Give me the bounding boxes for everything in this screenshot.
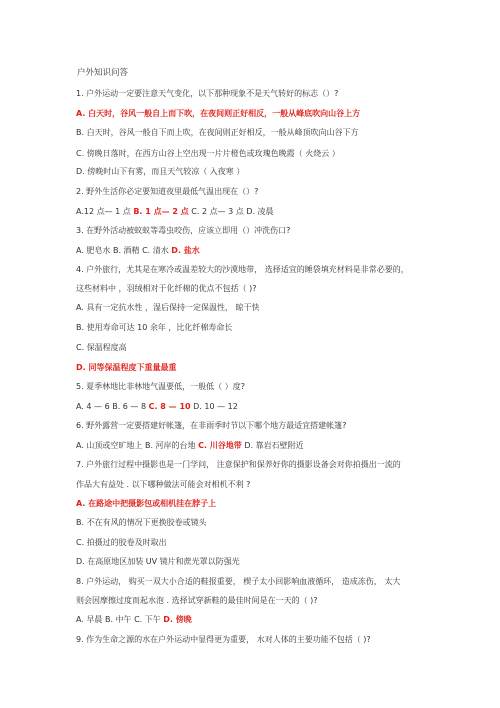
text-segment: 2. 野外生活你必定要知道夜里最低气温出现在（）? (76, 187, 259, 196)
answer-highlight: D. 盐水 (171, 246, 200, 255)
text-line (76, 634, 371, 646)
text-line (76, 302, 260, 314)
text-line (76, 88, 338, 100)
text-segment: 9. 作为生命之源的水在户外运动中显得更为重要， 水对人体的主要功能不包括（ )? (76, 635, 371, 644)
text-line (76, 322, 232, 334)
text-segment: A. 具有一定抗水性 ，湿后保持一定保温性， 晾干快 (76, 303, 260, 312)
text-line (76, 166, 244, 178)
text-segment: C. 傍晚日落时，在西方山谷上空出现一片片橙色或玫瑰色晚霞（ 火烧云 ） (76, 149, 340, 158)
text-line (76, 381, 245, 393)
answer-highlight: B. 1 点— 2 点 (133, 207, 189, 216)
text-segment: A.12 点— 1 点 (76, 207, 134, 216)
text-segment: A. 山顶或空旷地上 B. 河岸的台地 (76, 441, 199, 450)
text-segment: 7. 户外旅行过程中摄影也是一门学问， 注意保护和保养好你的摄影设备会对你拍摄出一流的 (76, 460, 401, 469)
text-line (76, 498, 216, 510)
text-line (76, 517, 207, 529)
text-line (76, 479, 250, 491)
text-line (76, 245, 200, 257)
text-line (76, 556, 240, 568)
answer-highlight: D. 同等保温程度下重量最重 (76, 363, 177, 372)
text-segment: 3. 在野外活动被蚊蚁等毒虫咬伤，应该立即用（）冲洗伤口? (76, 226, 291, 235)
text-line (76, 283, 256, 295)
text-segment: 5. 夏季林地比非林地气温要低，一般低（ ）度? (76, 382, 245, 391)
answer-highlight: A. 白天时，谷风一般自上而下吹，在夜间则正好相反，一般从峰底吹向山谷上方 (76, 109, 361, 118)
text-line (76, 206, 274, 218)
text-line (76, 264, 409, 276)
answer-highlight: D. 傍晚 (163, 615, 192, 624)
text-line (76, 595, 318, 607)
text-line (76, 362, 176, 374)
text-line (76, 127, 359, 139)
text-line (76, 108, 360, 120)
text-line (76, 186, 258, 198)
text-segment: 作品大有益处 . 以下哪种做法可能会对相机不利 ? (76, 480, 251, 489)
text-line (76, 225, 290, 237)
text-segment: B. 使用寿命可达 10 余年 ，比化纤棉寿命长 (76, 323, 233, 332)
text-segment: 这些材料中 ，羽绒相对于化纤棉的优点不包括（ )? (76, 284, 257, 293)
text-segment: 8. 户外运动， 购买一双大小合适的鞋报重要， 楔子太小回影响血液循环， 造成冻伤， 太大 (76, 577, 401, 586)
text-line (76, 401, 238, 413)
text-segment: 4. 户外旅行，尤其是在寒冷或温差较大的沙漠地带， 选择适宜的睡袋填充材料是非常必要的， (76, 265, 409, 274)
text-line (76, 614, 192, 626)
text-segment: D. 10 — 12 (190, 402, 238, 411)
text-line (76, 440, 304, 452)
text-segment: 1. 户外运动一定要注意天气变化，以下那种现象不是天气转好的标志（）? (76, 89, 339, 98)
text-segment: A. 4 — 6 B. 6 — 8 (76, 402, 149, 411)
answer-highlight: C. 川谷地带 (198, 441, 242, 450)
page-title: 户外知识问答 (77, 68, 129, 78)
text-segment: 则会因摩擦过度而起水泡 . 选择试穿新鞋的最佳时间是在一天的（ )? (76, 596, 318, 605)
answer-highlight: C. 8 — 10 (148, 402, 191, 411)
text-segment: D. 在高原地区加装 UV 镜片和蔗光罩以防强光 (76, 557, 240, 566)
text-segment: D. 傍晚时山下有雾，而且天气较凉（ 入夜寒 ） (76, 167, 245, 176)
text-segment: C. 拍摄过的胶卷及时取出 (76, 538, 167, 547)
text-segment: B. 不在有风的情况下更换胶卷或镜头 (76, 518, 207, 527)
text-segment: C. 2 点— 3 点 D. 凌晨 (188, 207, 274, 216)
text-line (76, 459, 401, 471)
text-line (76, 420, 346, 432)
text-line (76, 148, 340, 160)
text-segment: A. 早晨 B. 中午 C. 下午 (76, 615, 164, 624)
text-line (76, 576, 400, 588)
text-line (76, 342, 127, 354)
text-segment: B. 白天时，谷风一般自下而上吹，在夜间则正好相反，一般从峰顶吹向山谷下方 (76, 128, 359, 137)
text-segment: A. 肥皂水 B. 酒精 C. 清水 (76, 246, 172, 255)
text-segment: 6. 野外露营一定要搭建好帐篷，在非雨季时节以下哪个地方最适宜搭建帐篷? (76, 421, 347, 430)
answer-highlight: A. 在路途中把摄影包或相机挂在脖子上 (76, 499, 217, 508)
text-line (76, 537, 167, 549)
text-segment: C. 保温程度高 (76, 343, 127, 352)
text-segment: D. 靠岩石壁附近 (241, 441, 304, 450)
